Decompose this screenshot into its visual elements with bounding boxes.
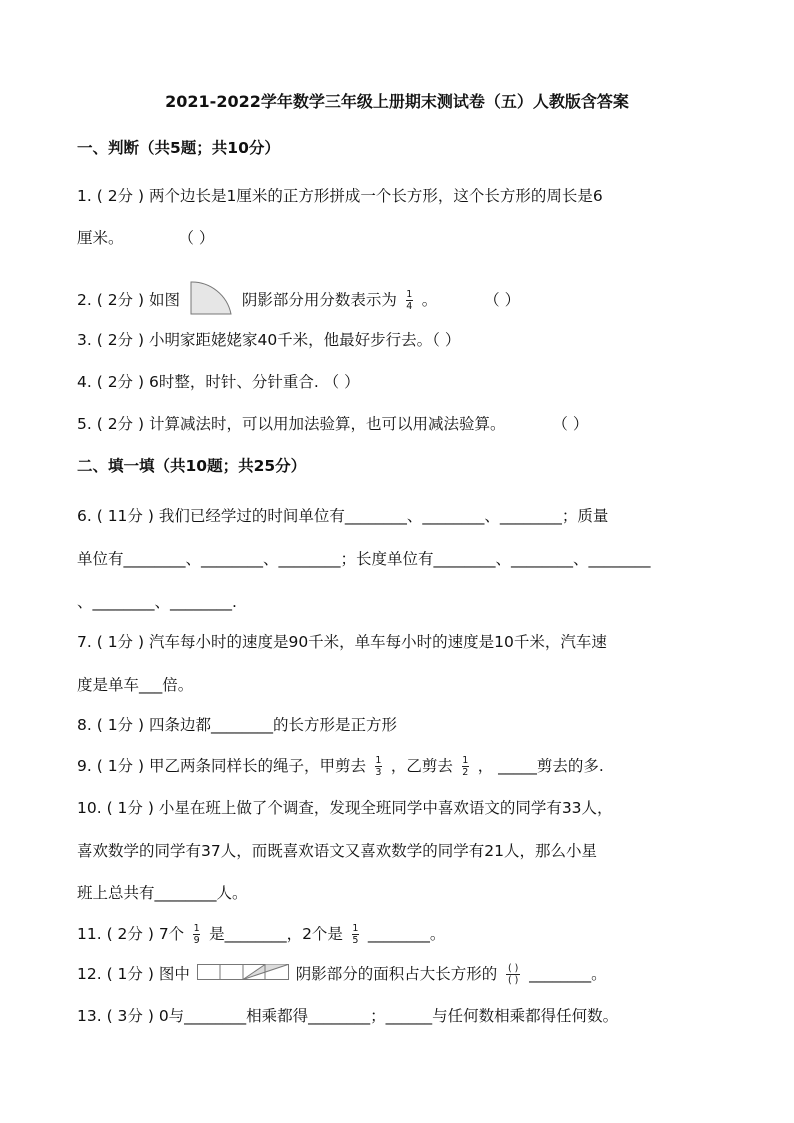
question-11-suffix: ________。 <box>367 925 446 943</box>
question-3: 3. ( 2分 ) 小明家距姥姥家40千米，他最好步行去。（ ） <box>77 331 461 349</box>
question-1-text: 厘米。 <box>77 229 124 247</box>
question-7-line-1: 7. ( 1分 ) 汽车每小时的速度是90千米，单车每小时的速度是10千米，汽车速 <box>77 633 607 651</box>
question-9 <box>77 756 604 777</box>
fraction-one-half: $\frac{1}{2}$ <box>462 755 469 778</box>
question-4: 4. ( 2分 ) 6时整，时针、分针重合. （ ） <box>77 373 360 391</box>
answer-paren[interactable]: （ ） <box>552 415 589 433</box>
question-2-suffix: 。 <box>421 291 438 309</box>
question-12 <box>77 964 607 985</box>
question-2 <box>77 280 520 321</box>
question-10-line-2: 喜欢数学的同学有37人，而既喜欢语文又喜欢数学的同学有21人，那么小星 <box>77 842 597 860</box>
question-2-middle: 阴影部分用分数表示为 <box>241 291 397 309</box>
question-10-line-1: 10. ( 1分 ) 小星在班上做了个调查，发现全班同学中喜欢语文的同学有33人， <box>77 799 613 817</box>
question-6-line-2: 单位有________、________、________；长度单位有________、________、________ <box>77 550 651 568</box>
section-heading-judge: 一、判断（共5题；共10分） <box>77 139 280 157</box>
question-11-prefix: 11. ( 2分 ) 7个 <box>77 925 185 943</box>
rectangle-shaded-figure <box>197 964 289 985</box>
question-12-suffix: ________。 <box>529 965 607 983</box>
question-7-line-2: 度是单车___倍。 <box>77 676 194 694</box>
question-13: 13. ( 3分 ) 0与________相乘都得________；______与任何数相乘都得任何数。 <box>77 1007 619 1025</box>
question-5 <box>77 414 588 434</box>
quarter-circle-figure <box>189 280 233 321</box>
question-8: 8. ( 1分 ) 四条边都________的长方形是正方形 <box>77 716 397 734</box>
question-9-suffix: ， _____剪去的多. <box>477 757 604 775</box>
fraction-one-third: $\frac{1}{3}$ <box>375 755 382 778</box>
question-2-prefix: 2. ( 2分 ) 如图 <box>77 291 180 309</box>
page-title: 2021-2022学年数学三年级上册期末测试卷（五）人教版含答案 <box>165 92 629 111</box>
question-6-line-1: 6. ( 11分 ) 我们已经学过的时间单位有________、________、________；质量 <box>77 507 609 525</box>
question-11 <box>77 924 445 945</box>
question-12-middle: 阴影部分的面积占大长方形的 <box>295 965 498 983</box>
question-12-prefix: 12. ( 1分 ) 图中 <box>77 965 190 983</box>
fraction-one-fifth: $\frac{1}{5}$ <box>352 923 359 946</box>
fraction-blank: $\frac{( )}{( )}$ <box>507 963 519 986</box>
answer-paren[interactable]: （ ） <box>178 229 215 247</box>
question-9-prefix: 9. ( 1分 ) 甲乙两条同样长的绳子，甲剪去 <box>77 757 366 775</box>
fraction-one-quarter: $\frac{1}{4}$ <box>406 289 413 312</box>
fraction-one-ninth: $\frac{1}{9}$ <box>193 923 200 946</box>
question-9-middle: ，乙剪去 <box>390 757 453 775</box>
question-5-text: 5. ( 2分 ) 计算减法时，可以用加法验算，也可以用减法验算。 <box>77 415 506 433</box>
question-1-line-1: 1. ( 2分 ) 两个边长是1厘米的正方形拼成一个长方形，这个长方形的周长是6 <box>77 187 603 205</box>
question-10-line-3: 班上总共有________人。 <box>77 884 248 902</box>
section-heading-fill: 二、填一填（共10题；共25分） <box>77 457 307 475</box>
answer-paren[interactable]: （ ） <box>484 291 521 309</box>
question-6-line-3: 、________、________. <box>77 593 237 611</box>
question-1-line-2 <box>77 228 214 248</box>
question-11-middle: 是________，2个是 <box>209 925 343 943</box>
